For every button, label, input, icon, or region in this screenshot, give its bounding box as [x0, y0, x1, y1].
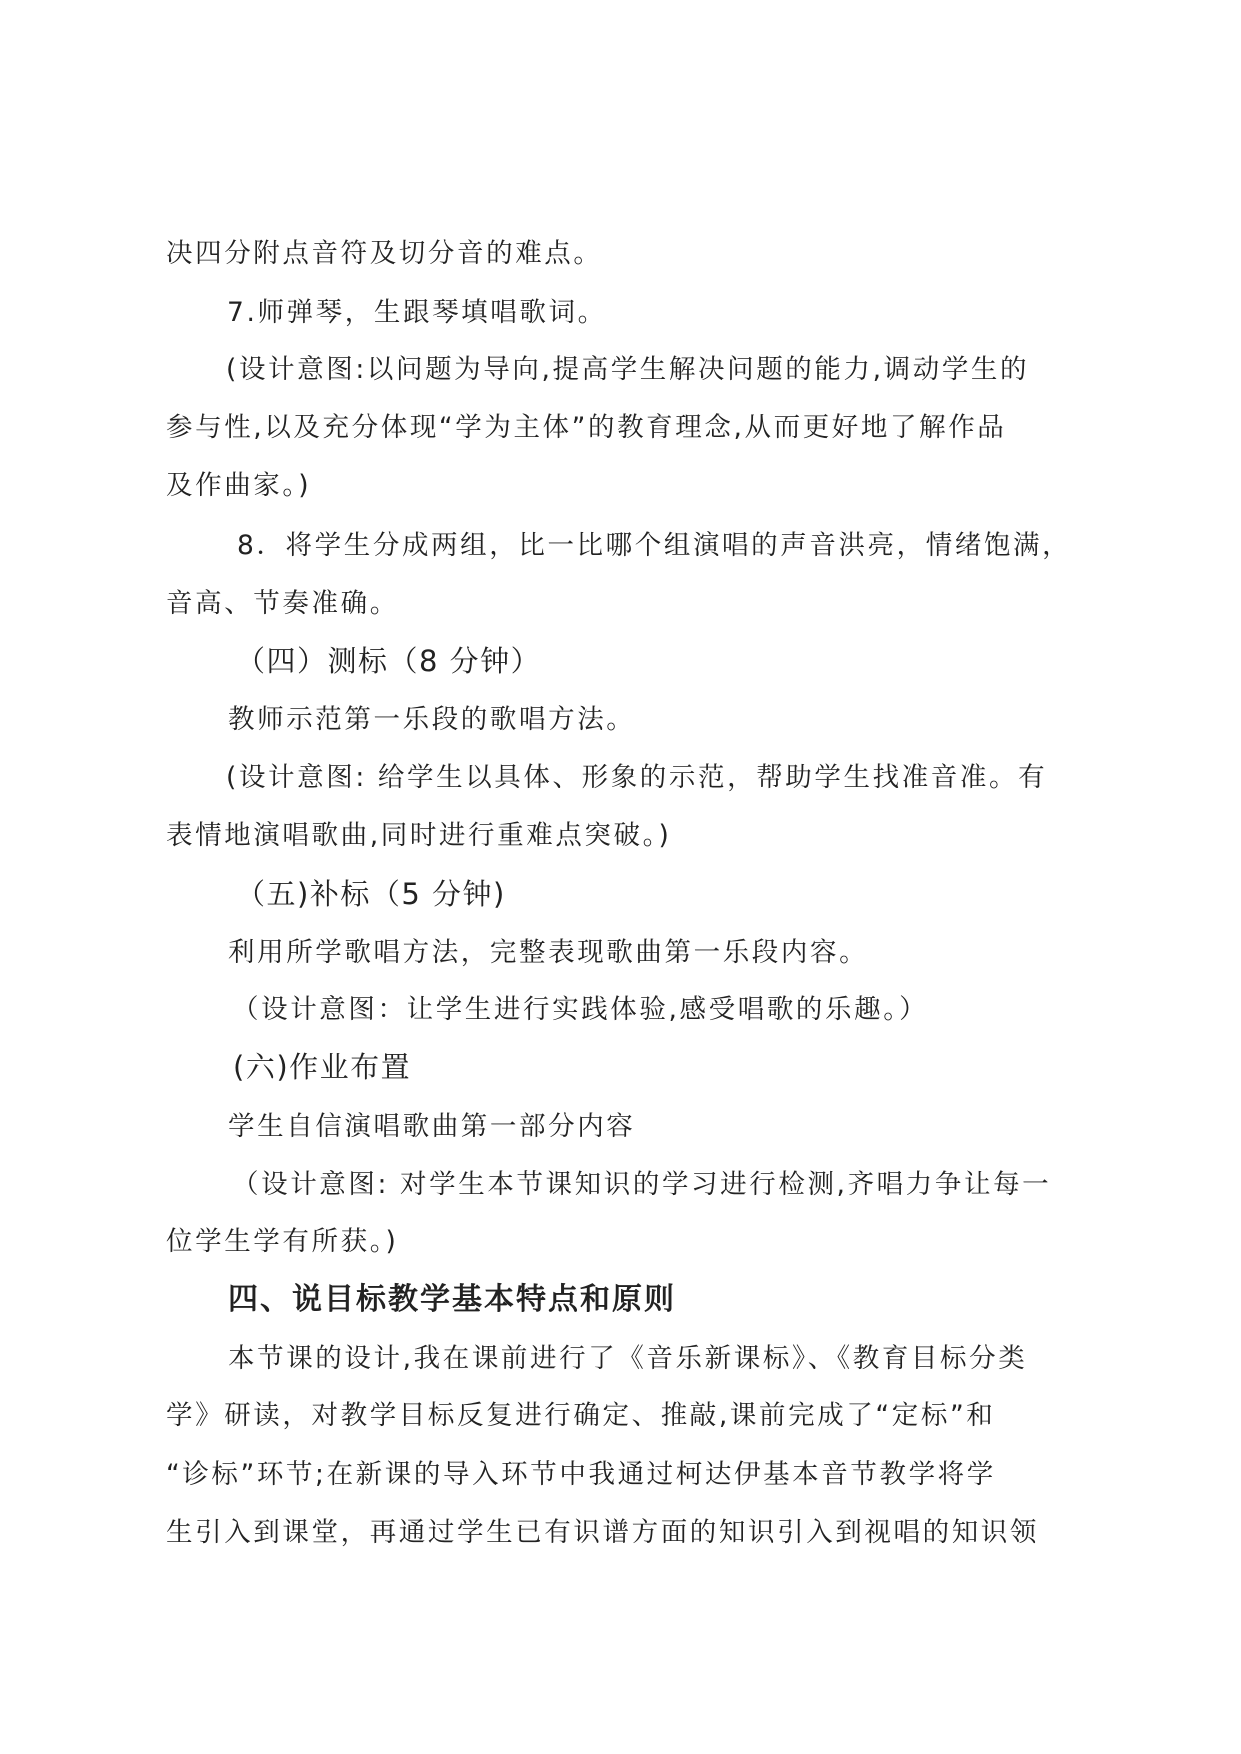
section-heading-supplement: （五)补标（5 分钟) — [236, 877, 506, 911]
paragraph-line: 生引入到课堂，再通过学生已有识谱方面的知识引入到视唱的知识领 — [166, 1517, 1039, 1548]
paragraph-line: “诊标”环节;在新课的导入环节中我通过柯达伊基本音节教学将学 — [166, 1459, 996, 1490]
paragraph-line: 本节课的设计,我在课前进行了《音乐新课标》、《教育目标分类 — [228, 1343, 1028, 1374]
chapter-heading: 四、说目标教学基本特点和原则 — [228, 1282, 676, 1317]
design-intent-note: (设计意图: 给学生以具体、形象的示范，帮助学生找准音准。有 — [226, 762, 1048, 793]
paragraph-line: 利用所学歌唱方法，完整表现歌曲第一乐段内容。 — [228, 937, 869, 968]
paragraph-line: 音高、节奏准确。 — [166, 588, 399, 619]
section-heading-measure: （四）测标（8 分钟） — [236, 644, 542, 678]
paragraph-line: 及作曲家。) — [166, 470, 312, 501]
design-intent-note: （设计意图: 对学生本节课知识的学习进行检测,齐唱力争让每一 — [232, 1169, 1052, 1200]
step-7-text: 7.师弹琴，生跟琴填唱歌词。 — [227, 297, 607, 328]
section-heading-homework: (六)作业布置 — [233, 1050, 412, 1084]
paragraph-line: 学生自信演唱歌曲第一部分内容 — [228, 1111, 636, 1142]
paragraph-line: 参与性,以及充分体现“学为主体”的教育理念,从而更好地了解作品 — [166, 412, 1007, 443]
step-8-text: 8．将学生分成两组，比一比哪个组演唱的声音洪亮，情绪饱满， — [237, 530, 1072, 561]
design-intent-note: (设计意图:以问题为导向,提高学生解决问题的能力,调动学生的 — [226, 354, 1030, 385]
paragraph-line: 教师示范第一乐段的歌唱方法。 — [228, 704, 636, 735]
paragraph-line: 学》研读，对教学目标反复进行确定、推敲,课前完成了“定标”和 — [166, 1400, 996, 1431]
design-intent-note: （设计意图：让学生进行实践体验,感受唱歌的乐趣。） — [232, 994, 929, 1025]
paragraph-line: 位学生学有所获。) — [166, 1226, 399, 1257]
paragraph-line: 决四分附点音符及切分音的难点。 — [166, 238, 603, 269]
paragraph-line: 表情地演唱歌曲,同时进行重难点突破。) — [166, 820, 672, 851]
